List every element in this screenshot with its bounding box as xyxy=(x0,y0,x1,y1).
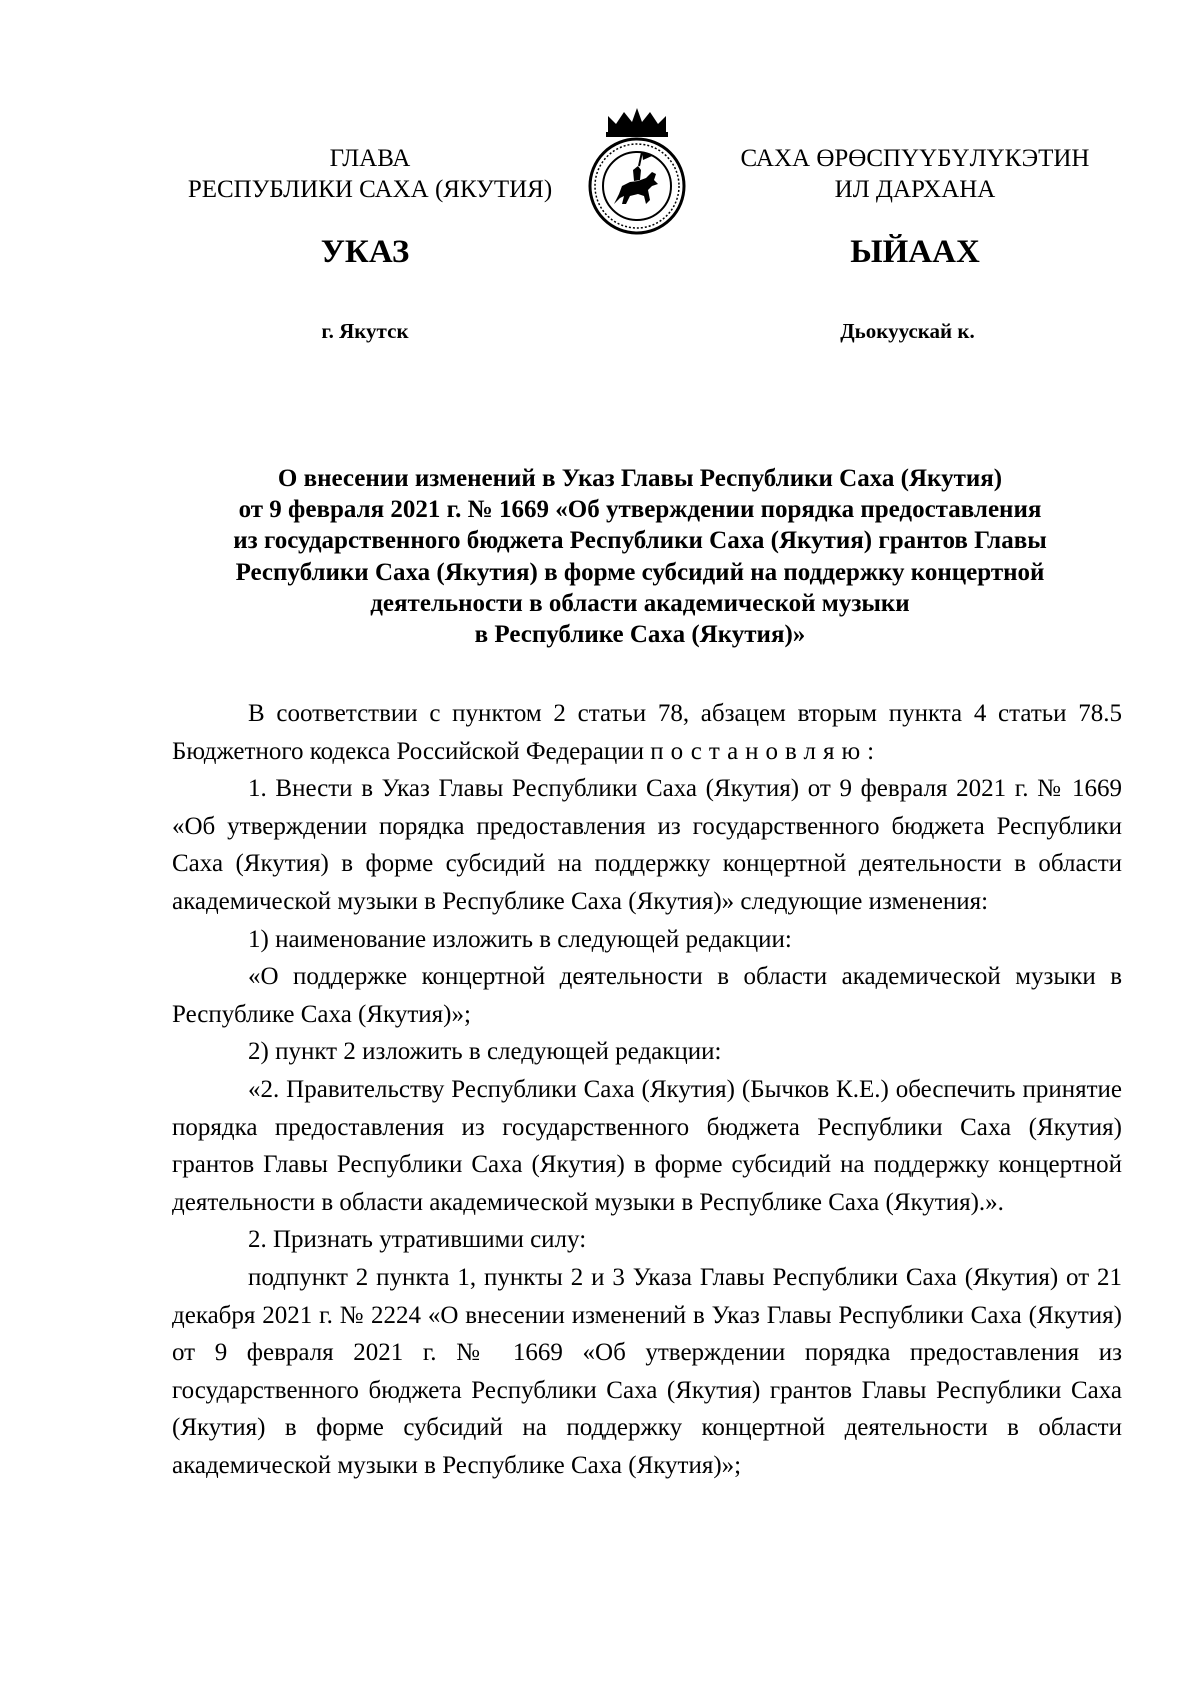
item-1-subitem-2-text: «2. Правительству Республики Саха (Якутия) (Бычков К.Е.) обеспечить принятие порядка предоставления из государственного бюджета Республики Саха (Якутия) грантов Главы Республики Саха (Якутия) в форме субсидий на поддержку концертной деятельности в области академической музыки в Республике Саха (Якутия).». xyxy=(172,1075,1122,1216)
document-title xyxy=(160,463,1120,650)
item-1-subitem-1: 1) наименование изложить в следующей редакции: xyxy=(248,925,792,953)
document-body xyxy=(172,695,1122,1484)
document-type-yakut: ЫЙААХ xyxy=(850,234,980,270)
title-line: из государственного бюджета Республики Саха (Якутия) грантов Главы xyxy=(233,527,1047,555)
issuer-name-yakut xyxy=(705,143,1125,205)
title-line: от 9 февраля 2021 г. № 1669 «Об утверждении порядка предоставления xyxy=(238,496,1042,524)
issuer-yakut-line-1: САХА ӨРӨСПҮҮБҮЛҮКЭТИН xyxy=(740,145,1090,172)
document-type-russian: УКАЗ xyxy=(320,234,410,270)
preamble-paragraph xyxy=(172,695,1122,770)
title-line: О внесении изменений в Указ Главы Республики Саха (Якутия) xyxy=(277,465,1003,492)
coat-of-arms-icon xyxy=(586,104,688,236)
title-line: Республики Саха (Якутия) в форме субсидий на поддержку концертной xyxy=(235,558,1045,586)
item-2-paragraph: 2. Признать утратившими силу: xyxy=(248,1226,587,1254)
title-line: деятельности в области академической музыки xyxy=(370,589,910,617)
issuer-line-1: ГЛАВА xyxy=(329,145,411,172)
city-yakut: Дьокуускай к. xyxy=(840,319,975,343)
item-1-subitem-2: 2) пункт 2 изложить в следующей редакции: xyxy=(248,1038,722,1066)
title-line: в Республике Саха (Якутия)» xyxy=(474,621,806,649)
issuer-line-2: РЕСПУБЛИКИ САХА (ЯКУТИЯ) xyxy=(187,176,553,203)
item-1-subitem-1-text: «О поддержке концертной деятельности в области академической музыки в Республике Саха (Якутия)»; xyxy=(172,963,1122,1028)
item-2-text: подпункт 2 пункта 1, пункты 2 и 3 Указа Главы Республики Саха (Якутия) от 21 декабря 2021 г. № 2224 «О внесении изменений в Указ Главы Республики Саха (Якутия) от 9 февраля 2021 г. № 1669 «Об утверждении порядка предоставления из государственного бюджета Республики Саха (Якутия) грантов Главы Республики Саха (Якутия) в форме субсидий на поддержку концертной деятельности в области академической музыки в Республике Саха (Якутия)»; xyxy=(172,1263,1122,1479)
item-1-paragraph: 1. Внести в Указ Главы Республики Саха (Якутия) от 9 февраля 2021 г. № 1669 «Об утверждении порядка предоставления из государственного бюджета Республики Саха (Якутия) в форме субсидий на поддержку концертной деятельности в области академической музыки в Республике Саха (Якутия)» следующие изменения: xyxy=(172,775,1122,915)
resolve-word: постановляю: xyxy=(650,737,882,765)
issuer-name-russian xyxy=(150,143,590,205)
issuer-yakut-line-2: ИЛ ДАРХАНА xyxy=(834,176,996,203)
city-russian: г. Якутск xyxy=(321,319,409,343)
preamble-text: В соответствии с пунктом 2 статьи 78, абзацем вторым пункта 4 статьи 78.5 Бюджетного кодекса Российской Федерации xyxy=(172,700,1122,765)
